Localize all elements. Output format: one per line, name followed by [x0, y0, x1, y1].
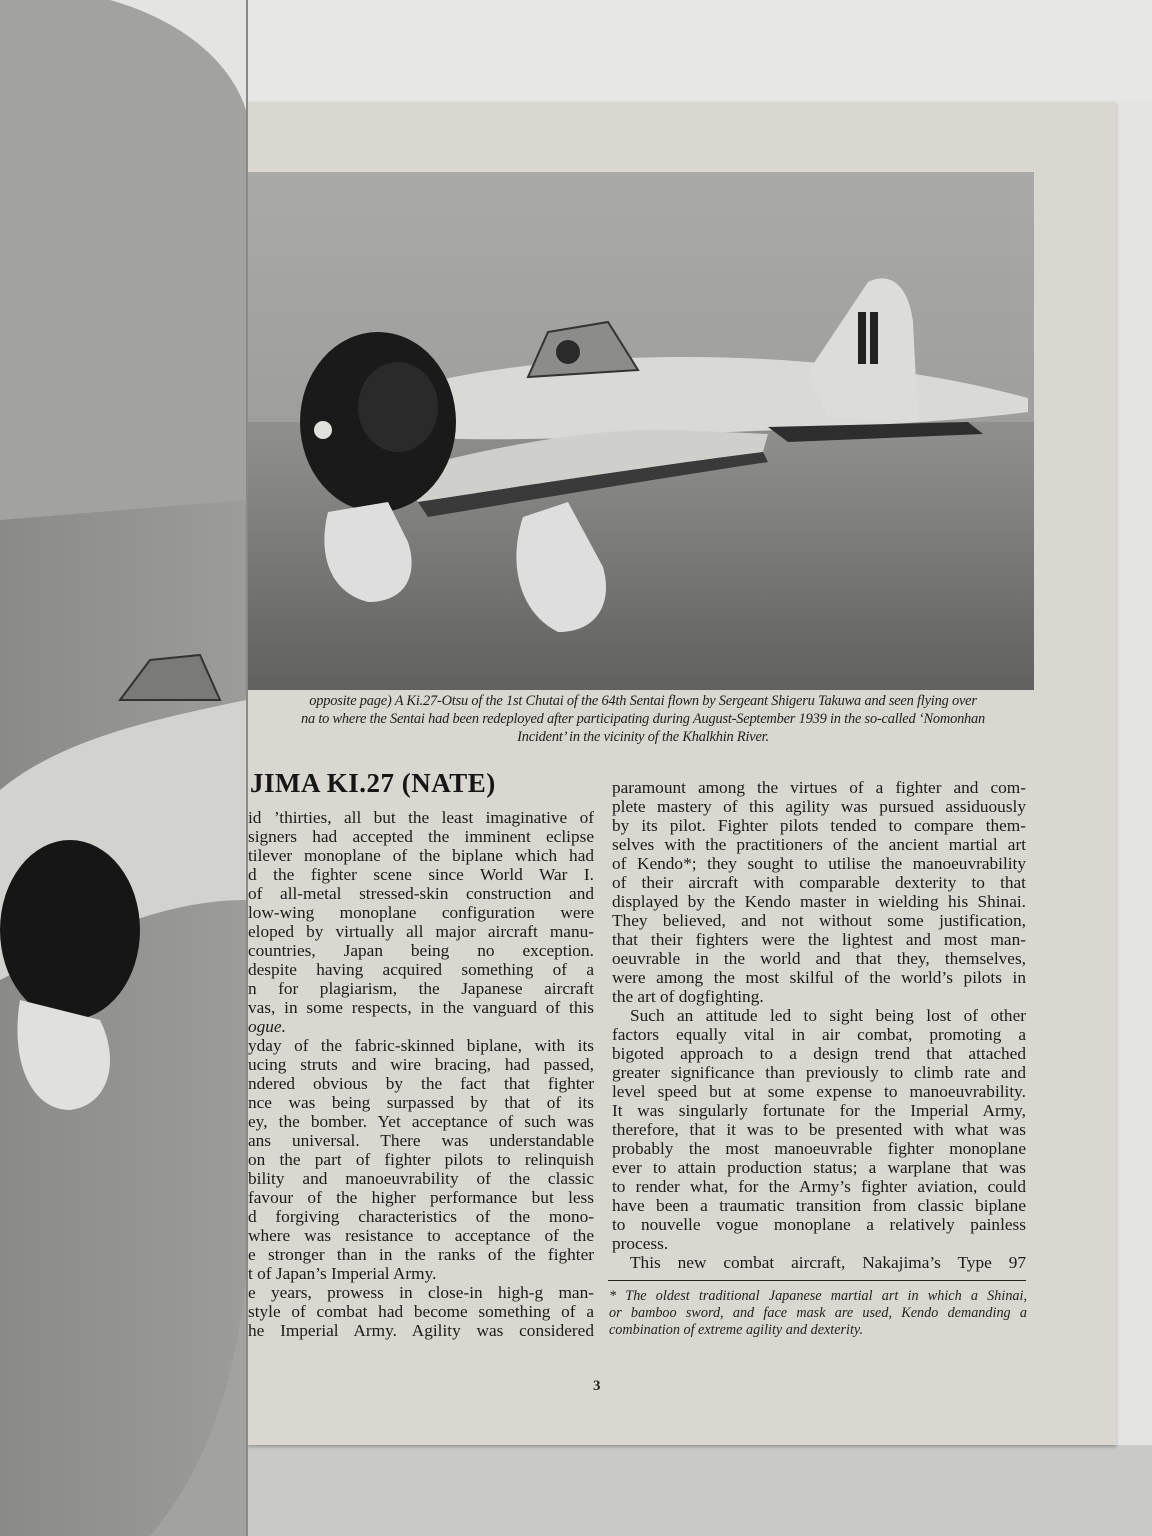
footnote: [609, 1288, 1027, 1339]
text-line: nce was being surpassed by that of its: [248, 1093, 594, 1112]
caption-line: Incident’ in the vicinity of the Khalkhin River.: [517, 729, 769, 745]
photo-caption: [248, 692, 1038, 746]
footnote-line: or bamboo sword, and face mask are used, Kendo demanding a: [609, 1305, 1027, 1321]
aircraft-photo-icon: [248, 172, 1034, 690]
text-line: factors equally vital in air combat, promoting a: [612, 1025, 1026, 1044]
text-line: It was singularly fortunate for the Imperial Army,: [612, 1101, 1026, 1120]
left-text-column: [248, 808, 594, 1340]
cowling-highlight: [358, 362, 438, 452]
text-line: despite having acquired something of a: [248, 960, 594, 979]
text-line: to render what, for the Army’s fighter aviation, could: [612, 1177, 1026, 1196]
pilot: [556, 340, 580, 364]
text-line: eloped by virtually all major aircraft manu-: [248, 922, 594, 941]
text-line: to nouvelle vogue monoplane a relatively painless: [612, 1215, 1026, 1234]
text-line: of Kendo*; they sought to utilise the manoeuvrability: [612, 854, 1026, 873]
text-line: ever to attain production status; a warplane that was: [612, 1158, 1026, 1177]
book-page-left: [0, 0, 248, 1536]
caption-line: opposite page) A Ki.27-Otsu of the 1st Chutai of the 64th Sentai flown by Sergeant Shigeru Takuwa and seen flying over: [309, 693, 977, 709]
text-line: where was resistance to acceptance of the: [248, 1226, 594, 1245]
text-line: signers had accepted the imminent eclipse: [248, 827, 594, 846]
text-line: d the fighter scene since World War I.: [248, 865, 594, 884]
text-line: selves with the practitioners of the ancient martial art: [612, 835, 1026, 854]
text-line: have been a traumatic transition from classic biplane: [612, 1196, 1026, 1215]
text-line: ans universal. There was understandable: [248, 1131, 594, 1150]
gutter: [246, 0, 248, 1536]
footnote-line: * The oldest traditional Japanese martial art in which a Shinai,: [609, 1288, 1027, 1304]
right-text-column: [612, 778, 1026, 1272]
text-line: vas, in some respects, in the vanguard of this: [248, 998, 594, 1017]
text-line: by its pilot. Fighter pilots tended to compare them-: [612, 816, 1026, 835]
text-line: ucing struts and wire bracing, had passed,: [248, 1055, 594, 1074]
text-line: bigoted approach to a design trend that attached: [612, 1044, 1026, 1063]
text-line: greater significance than previously to climb rate and: [612, 1063, 1026, 1082]
text-line: oeuvrable in the world and that they, themselves,: [612, 949, 1026, 968]
text-line: on the part of fighter pilots to relinquish: [248, 1150, 594, 1169]
footnote-divider: [608, 1280, 1026, 1281]
text-line: bility and manoeuvrability of the classic: [248, 1169, 594, 1188]
propeller-spinner: [314, 421, 332, 439]
footnote-line: combination of extreme agility and dexterity.: [609, 1322, 863, 1338]
text-line: e years, prowess in close-in high-g man-: [248, 1283, 594, 1302]
text-line: tilever monoplane of the biplane which had: [248, 846, 594, 865]
page-number: 3: [593, 1378, 601, 1394]
text-line: the art of dogfighting.: [612, 987, 764, 1006]
text-line: This new combat aircraft, Nakajima’s Type 97: [630, 1253, 1026, 1272]
text-line: of all-metal stressed-skin construction and: [248, 884, 594, 903]
text-line: displayed by the Kendo master in wielding his Shinai.: [612, 892, 1026, 911]
tail-insignia: [858, 312, 866, 364]
caption-line: na to where the Sentai had been redeployed after participating during August-September 1939 in the so-called ‘Nomonhan: [300, 711, 986, 727]
text-line: probably the most manoeuvrable fighter monoplane: [612, 1139, 1026, 1158]
article-title: JIMA KI.27 (NATE): [250, 768, 496, 798]
text-line: yday of the fabric-skinned biplane, with its: [248, 1036, 594, 1055]
text-line: e stronger than in the ranks of the fighter: [248, 1245, 594, 1264]
tail-insignia-bar: [870, 312, 878, 364]
text-line: low-wing monoplane configuration were: [248, 903, 594, 922]
text-line: that their fighters were the lightest and most man-: [612, 930, 1026, 949]
text-line: he Imperial Army. Agility was considered: [248, 1321, 594, 1340]
text-line: ogue.: [248, 1017, 286, 1036]
text-line: of their aircraft with comparable dexterity to that: [612, 873, 1026, 892]
text-line: d forgiving characteristics of the mono-: [248, 1207, 594, 1226]
text-line: level speed but at some expense to manoeuvrability.: [612, 1082, 1026, 1101]
text-line: were among the most skilful of the world’s pilots in: [612, 968, 1026, 987]
text-line: ey, the bomber. Yet acceptance of such was: [248, 1112, 594, 1131]
text-line: therefore, that it was to be presented with what was: [612, 1120, 1026, 1139]
aircraft-photo: [248, 172, 1034, 690]
text-line: t of Japan’s Imperial Army.: [248, 1264, 437, 1283]
text-line: ndered obvious by the fact that fighter: [248, 1074, 594, 1093]
text-line: plete mastery of this agility was pursued assiduously: [612, 797, 1026, 816]
left-page-photo-icon: [0, 0, 248, 1536]
text-line: countries, Japan being no exception.: [248, 941, 594, 960]
text-line: They believed, and not without some justification,: [612, 911, 1026, 930]
engine-cowling-partial: [0, 840, 140, 1020]
text-line: paramount among the virtues of a fighter and com-: [612, 778, 1026, 797]
text-line: Such an attitude led to sight being lost of other: [630, 1006, 1026, 1025]
text-line: style of combat had become something of a: [248, 1302, 594, 1321]
text-line: favour of the higher performance but less: [248, 1188, 594, 1207]
text-line: n for plagiarism, the Japanese aircraft: [248, 979, 594, 998]
text-line: id ’thirties, all but the least imaginative of: [248, 808, 594, 827]
text-line: process.: [612, 1234, 669, 1253]
